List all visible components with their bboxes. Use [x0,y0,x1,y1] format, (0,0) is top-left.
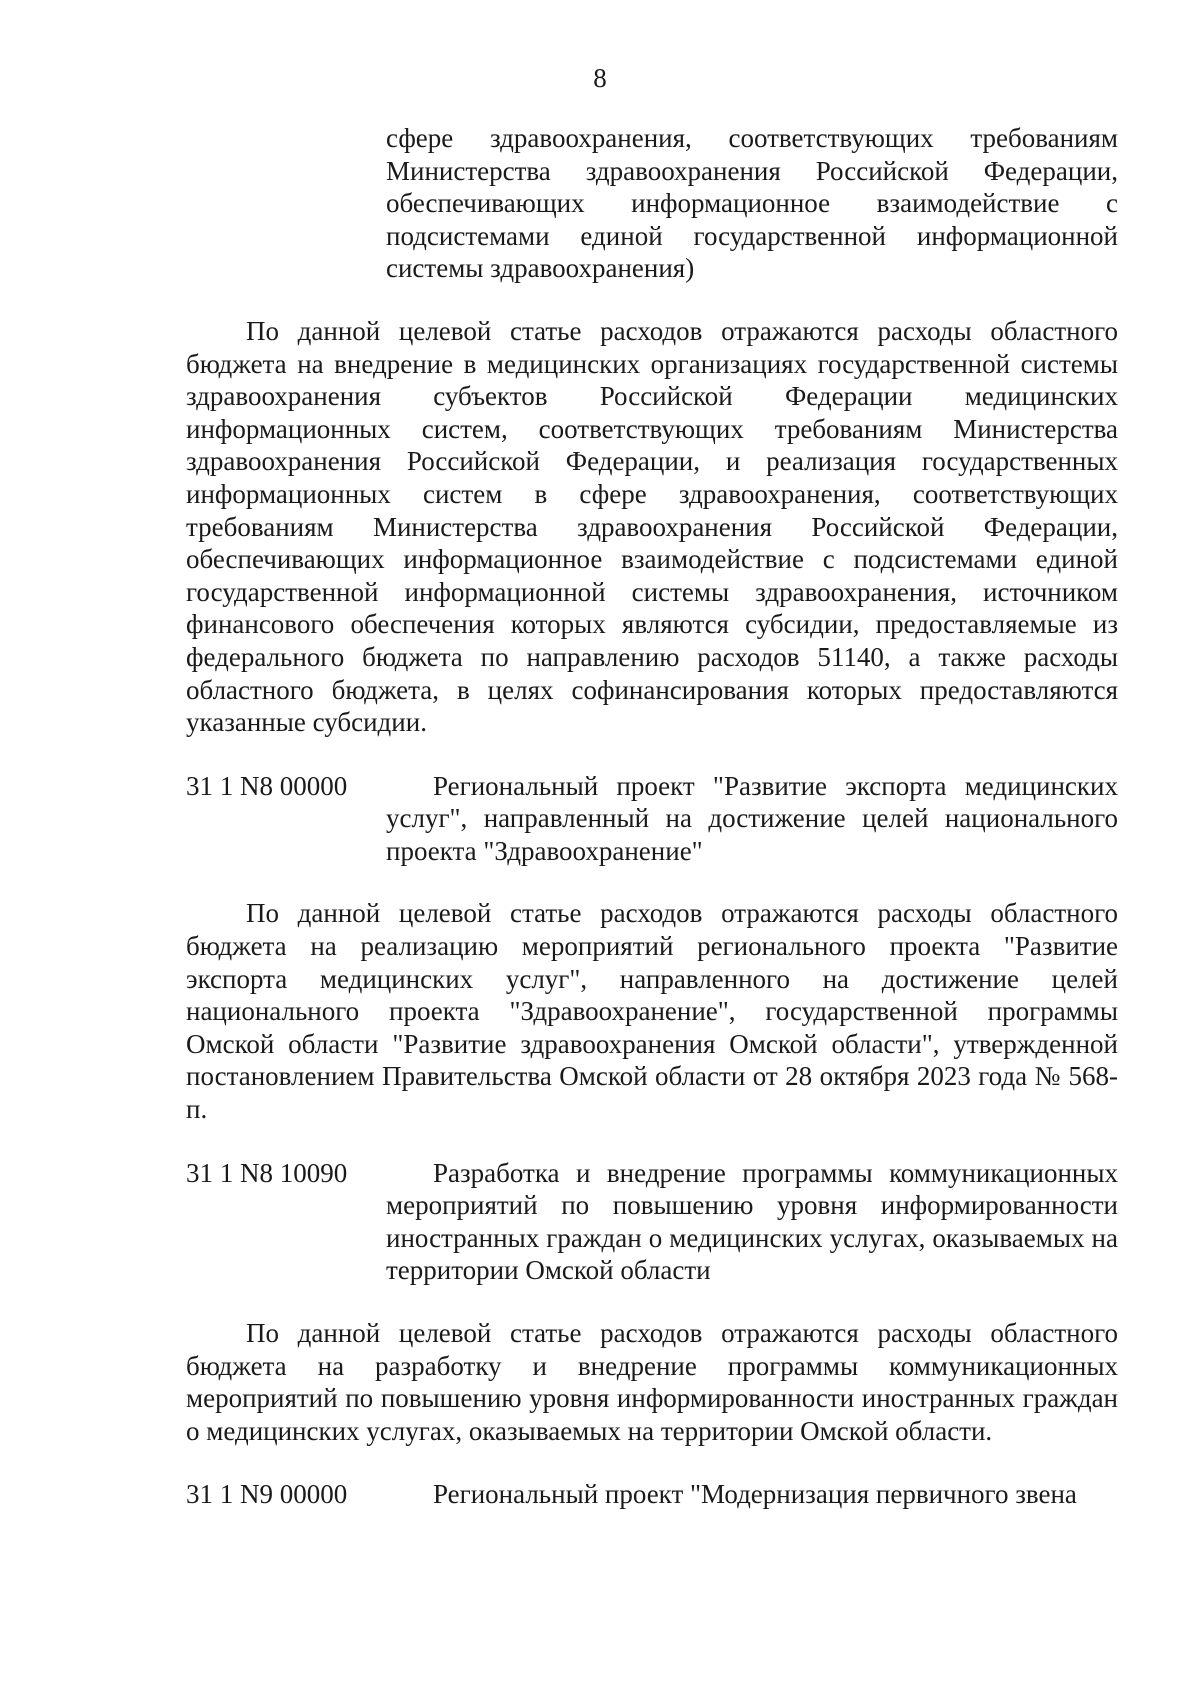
page-number: 8 [593,63,607,93]
continued-entry-description: сфере здравоохранения, соответствующих требованиям Министерства здравоохранения Российской Федерации, обеспечивающих информационное взаимодействие с подсистемами единой государственной информационной системы здравоохранения) [386,123,1118,284]
entry-code: 31 1 N8 10090 [186,1157,348,1188]
entry-description: Разработка и внедрение программы коммуникационных мероприятий по повышению уровня информированности иностранных граждан о медицинских услугах, оказываемых на территории Омской области [386,1157,1118,1286]
entry-description: Региональный проект "Модернизация первичного звена [433,1479,1077,1510]
entry-code: 31 1 N8 00000 [186,770,348,801]
budget-entry-31-1-n8-10090 [186,1157,1118,1287]
paragraph-communication-program: По данной целевой статье расходов отражаются расходы областного бюджета на разработку и внедрение программы коммуникационных мероприятий по повышению уровня информированности иностранных граждан о медицинских услугах, оказываемых на территории Омской области. [186,1318,1118,1446]
budget-entry-31-1-n8-00000 [186,770,1118,868]
entry-code: 31 1 N9 00000 [186,1479,348,1510]
entry-description: Региональный проект "Развитие экспорта медицинских услуг", направленный на достижение целей национального проекта "Здравоохранение" [386,770,1118,866]
budget-entry-31-1-n9-00000 [186,1478,1118,1511]
document-body [186,122,1118,1511]
paragraph-expenses-51140: По данной целевой статье расходов отражаются расходы областного бюджета на внедрение в медицинских организациях государственной системы здравоохранения субъектов Российской Федерации медицинских информационных систем, соответствующих требованиям Министерства здравоохранения Российской Федерации, и реализация государственных информационных систем в сфере здравоохранения, соответствующих требованиям Министерства здравоохранения Российской Федерации, обеспечивающих информационное взаимодействие с подсистемами единой государственной информационной системы здравоохранения, источником финансового обеспечения которых являются субсидии, предоставляемые из федерального бюджета по направлению расходов 51140, а также расходы областного бюджета, в целях софинансирования которых предоставляются указанные субсидии. [186,315,1118,738]
paragraph-export-medical-services: По данной целевой статье расходов отражаются расходы областного бюджета на реализацию мероприятий регионального проекта "Развитие экспорта медицинских услуг", направленного на достижение целей национального проекта "Здравоохранение", государственной программы Омской области "Развитие здравоохранения Омской области", утвержденной постановлением Правительства Омской области от 28 октября 2023 года № 568-п. [186,898,1118,1125]
